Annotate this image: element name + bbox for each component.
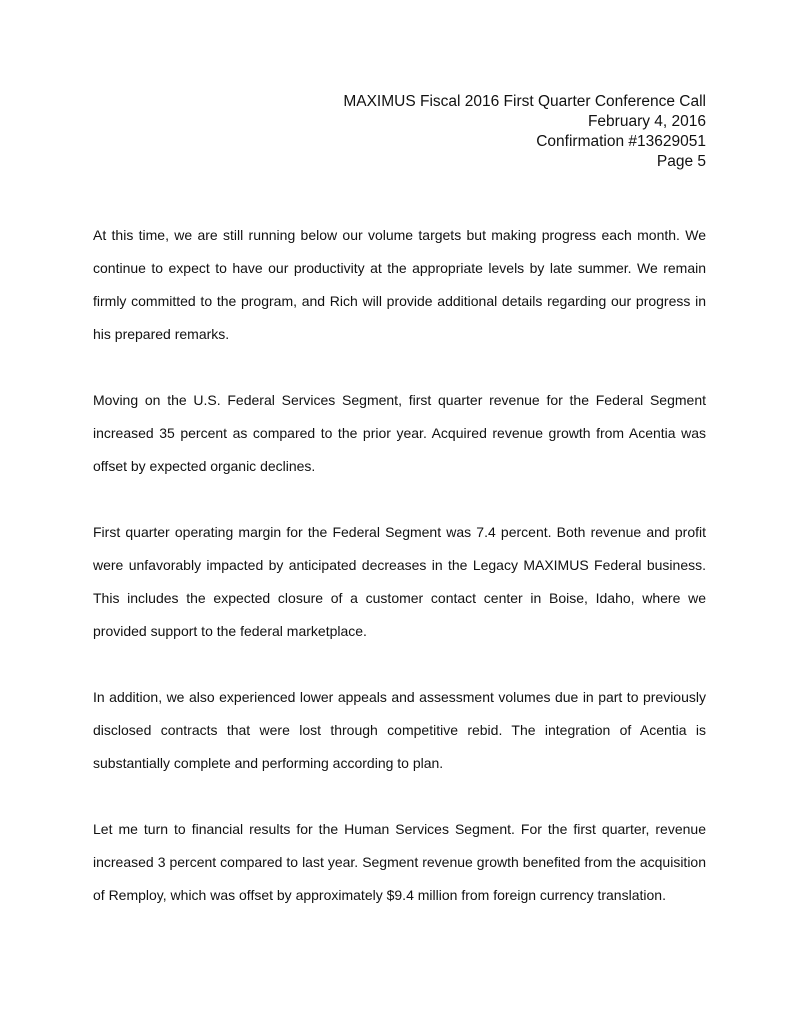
- paragraph-federal-revenue: Moving on the U.S. Federal Services Segment, first quarter revenue for the Federal Segment increased 35 percent as compared to the prior year. Acquired revenue growth from Acentia was offset by expected organic declines.: [93, 392, 706, 474]
- page-number: Page 5: [656, 153, 706, 170]
- paragraph-human-services: Let me turn to financial results for the Human Services Segment. For the first quarter, revenue increased 3 percent compared to last year. Segment revenue growth benefited from the acquisition of Remploy, which was offset by approximately $9.4 million from foreign currency translation.: [93, 821, 706, 903]
- page-header: [343, 92, 706, 172]
- paragraph-federal-margin: First quarter operating margin for the Federal Segment was 7.4 percent. Both revenue and profit were unfavorably impacted by anticipated decreases in the Legacy MAXIMUS Federal business. This includes the expected closure of a customer contact center in Boise, Idaho, where we provided support to the federal marketplace.: [93, 524, 706, 639]
- document-title: MAXIMUS Fiscal 2016 First Quarter Conference Call: [343, 93, 706, 110]
- paragraph-appeals-volumes: In addition, we also experienced lower appeals and assessment volumes due in part to previously disclosed contracts that were lost through competitive rebid. The integration of Acentia is substantially complete and performing according to plan.: [93, 689, 706, 771]
- transcript-body: [93, 219, 706, 945]
- call-date: February 4, 2016: [587, 113, 706, 130]
- confirmation-number: Confirmation #13629051: [536, 133, 706, 150]
- paragraph-volume-targets: At this time, we are still running below our volume targets but making progress each month. We continue to expect to have our productivity at the appropriate levels by late summer. We remain firmly committed to the program, and Rich will provide additional details regarding our progress in his prepared remarks.: [93, 227, 706, 342]
